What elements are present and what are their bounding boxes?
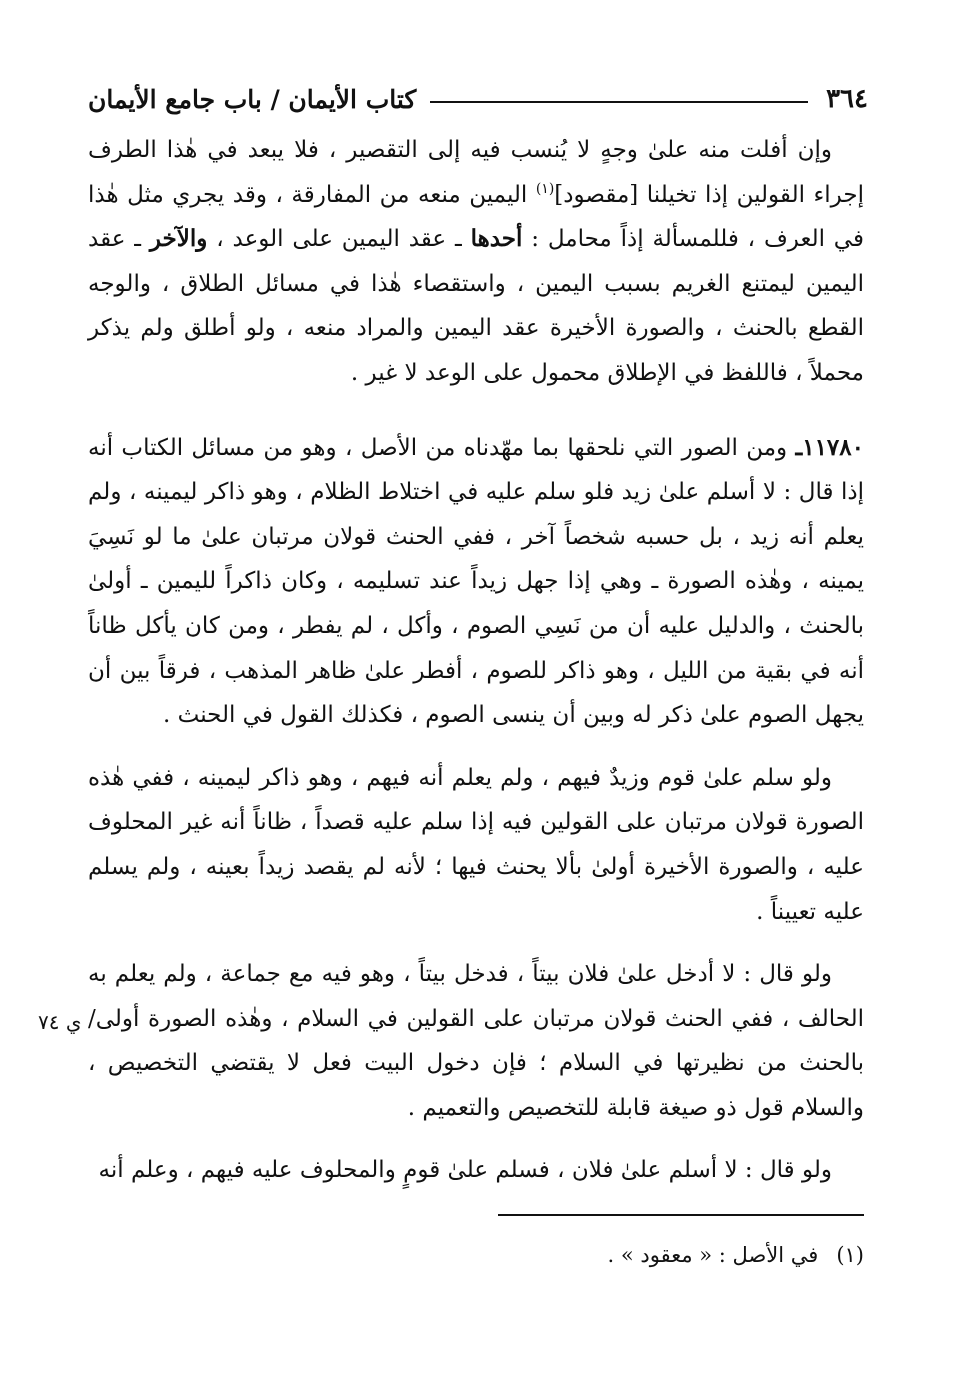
paragraph-5 bbox=[88, 1148, 864, 1193]
text-span: ولو سلم علىٰ قوم وزيدٌ فيهم ، ولم يعلم أنه فيهم ، وهو ذاكر ليمينه ، ففي هٰذه الصورة قولان مرتبان على القولين فيه إذا سلم عليه قصداً ، ظاناً أنه غير المحلوف عليه ، والصورة الأخيرة أولىٰ بألا يحنث فيها ؛ لأنه لم يقصد زيداً بعينه ، ولم يسلم عليه تعييناً . bbox=[88, 764, 864, 925]
text-span: ولو قال : لا أدخل علىٰ فلان بيتاً ، فدخل بيتاً ، وهو فيه مع جماعة ، ولم يعلم به الحالف ، ففي الحنث قولان مرتبان على القولين في السلام ، وهٰذه الصورة أولى/ بالحنث من نظيرتها في السلام ؛ فإن دخول البيت فعل لا يقتضي التخصيص ، والسلام قول ذو صيغة قابلة للتخصيص والتعميم . bbox=[88, 961, 865, 1121]
text-span: ومن الصور التي نلحقها بما مهّدناه من الأصل ، وهو من مسائل الكتاب أنه إذا قال : لا أسلم علىٰ زيد فلو سلم عليه في اختلاط الظلام ، وهو ذاكر ليمينه ، ولم يعلم أنه زيد ، بل حسبه شخصاً آخر ، ففي الحنث قولان مرتبان علىٰ ما لو نَسِيَ يمينه ، وهٰذه الصورة ـ وهي إذا جهل زيداً عند تسليمه ، وكان ذاكراً لليمين ـ أولىٰ بالحنث ، والدليل عليه أن من نَسِي الصوم ، وأكل ، لم يفطر ، ومن كان يأكل ظاناً أنه في بقية من الليل ، وهو ذاكر للصوم ، أفطر علىٰ ظاهر المذهب ، فرقاً بين أن يجهل الصوم علىٰ ذكر له وبين أن ينسى الصوم ، فكذلك القول في الحنث . bbox=[88, 434, 864, 729]
header-rule bbox=[430, 101, 808, 103]
bold-term: والآخر bbox=[149, 225, 208, 253]
body-text bbox=[88, 128, 864, 1193]
text-span: اليمين منعه من المفارقة ، وقد يجري مثل هٰذا في العرف ، فللمسألة إذاً محامل : bbox=[88, 181, 864, 253]
paragraph-3 bbox=[88, 756, 864, 934]
paragraph-1 bbox=[88, 128, 864, 396]
footnote-rule bbox=[498, 1214, 864, 1216]
text-span: ـ عقد اليمين ليمتنع الغريم بسبب اليمين ، واستقصاء هٰذا في مسائل الطلاق ، والوجه القطع بالحنث ، والصورة الأخيرة عقد اليمين والمراد منعه ، ولو أطلق ولم يذكر محملاً ، فاللفظ في الإطلاق محمول على الوعد لا غير . bbox=[88, 226, 864, 386]
paragraph-4 bbox=[88, 952, 864, 1130]
issue-number: ١١٧٨٠ـ bbox=[795, 433, 864, 461]
page-header bbox=[88, 78, 868, 120]
running-title: كتاب الأيمان / باب جامع الأيمان bbox=[88, 84, 417, 114]
footnote-text: في الأصل : « معقود » . bbox=[607, 1243, 819, 1267]
text-span: ـ عقد اليمين على الوعد ، bbox=[207, 226, 471, 253]
footnote bbox=[300, 1238, 864, 1272]
margin-manuscript-note: ي ٧٤ bbox=[38, 1010, 82, 1034]
footnote-number: (١) bbox=[836, 1243, 864, 1267]
bold-term: أحدها bbox=[470, 225, 523, 253]
paragraph-2 bbox=[88, 426, 864, 738]
text-span: ولو قال : لا أسلم علىٰ فلان ، فسلم علىٰ قومٍ والمحلوف عليه فيهم ، وعلم أنه bbox=[98, 1157, 832, 1184]
page-number: ٣٦٤ bbox=[826, 84, 868, 114]
text-span: وإن أفلت منه علىٰ وجهٍ لا يُنسب فيه إلى التقصير ، فلا يبعد في هٰذا الطرف إجراء القولين إذا تخيلنا [مقصود] bbox=[88, 137, 864, 208]
footnote-reference: (١) bbox=[535, 180, 555, 197]
